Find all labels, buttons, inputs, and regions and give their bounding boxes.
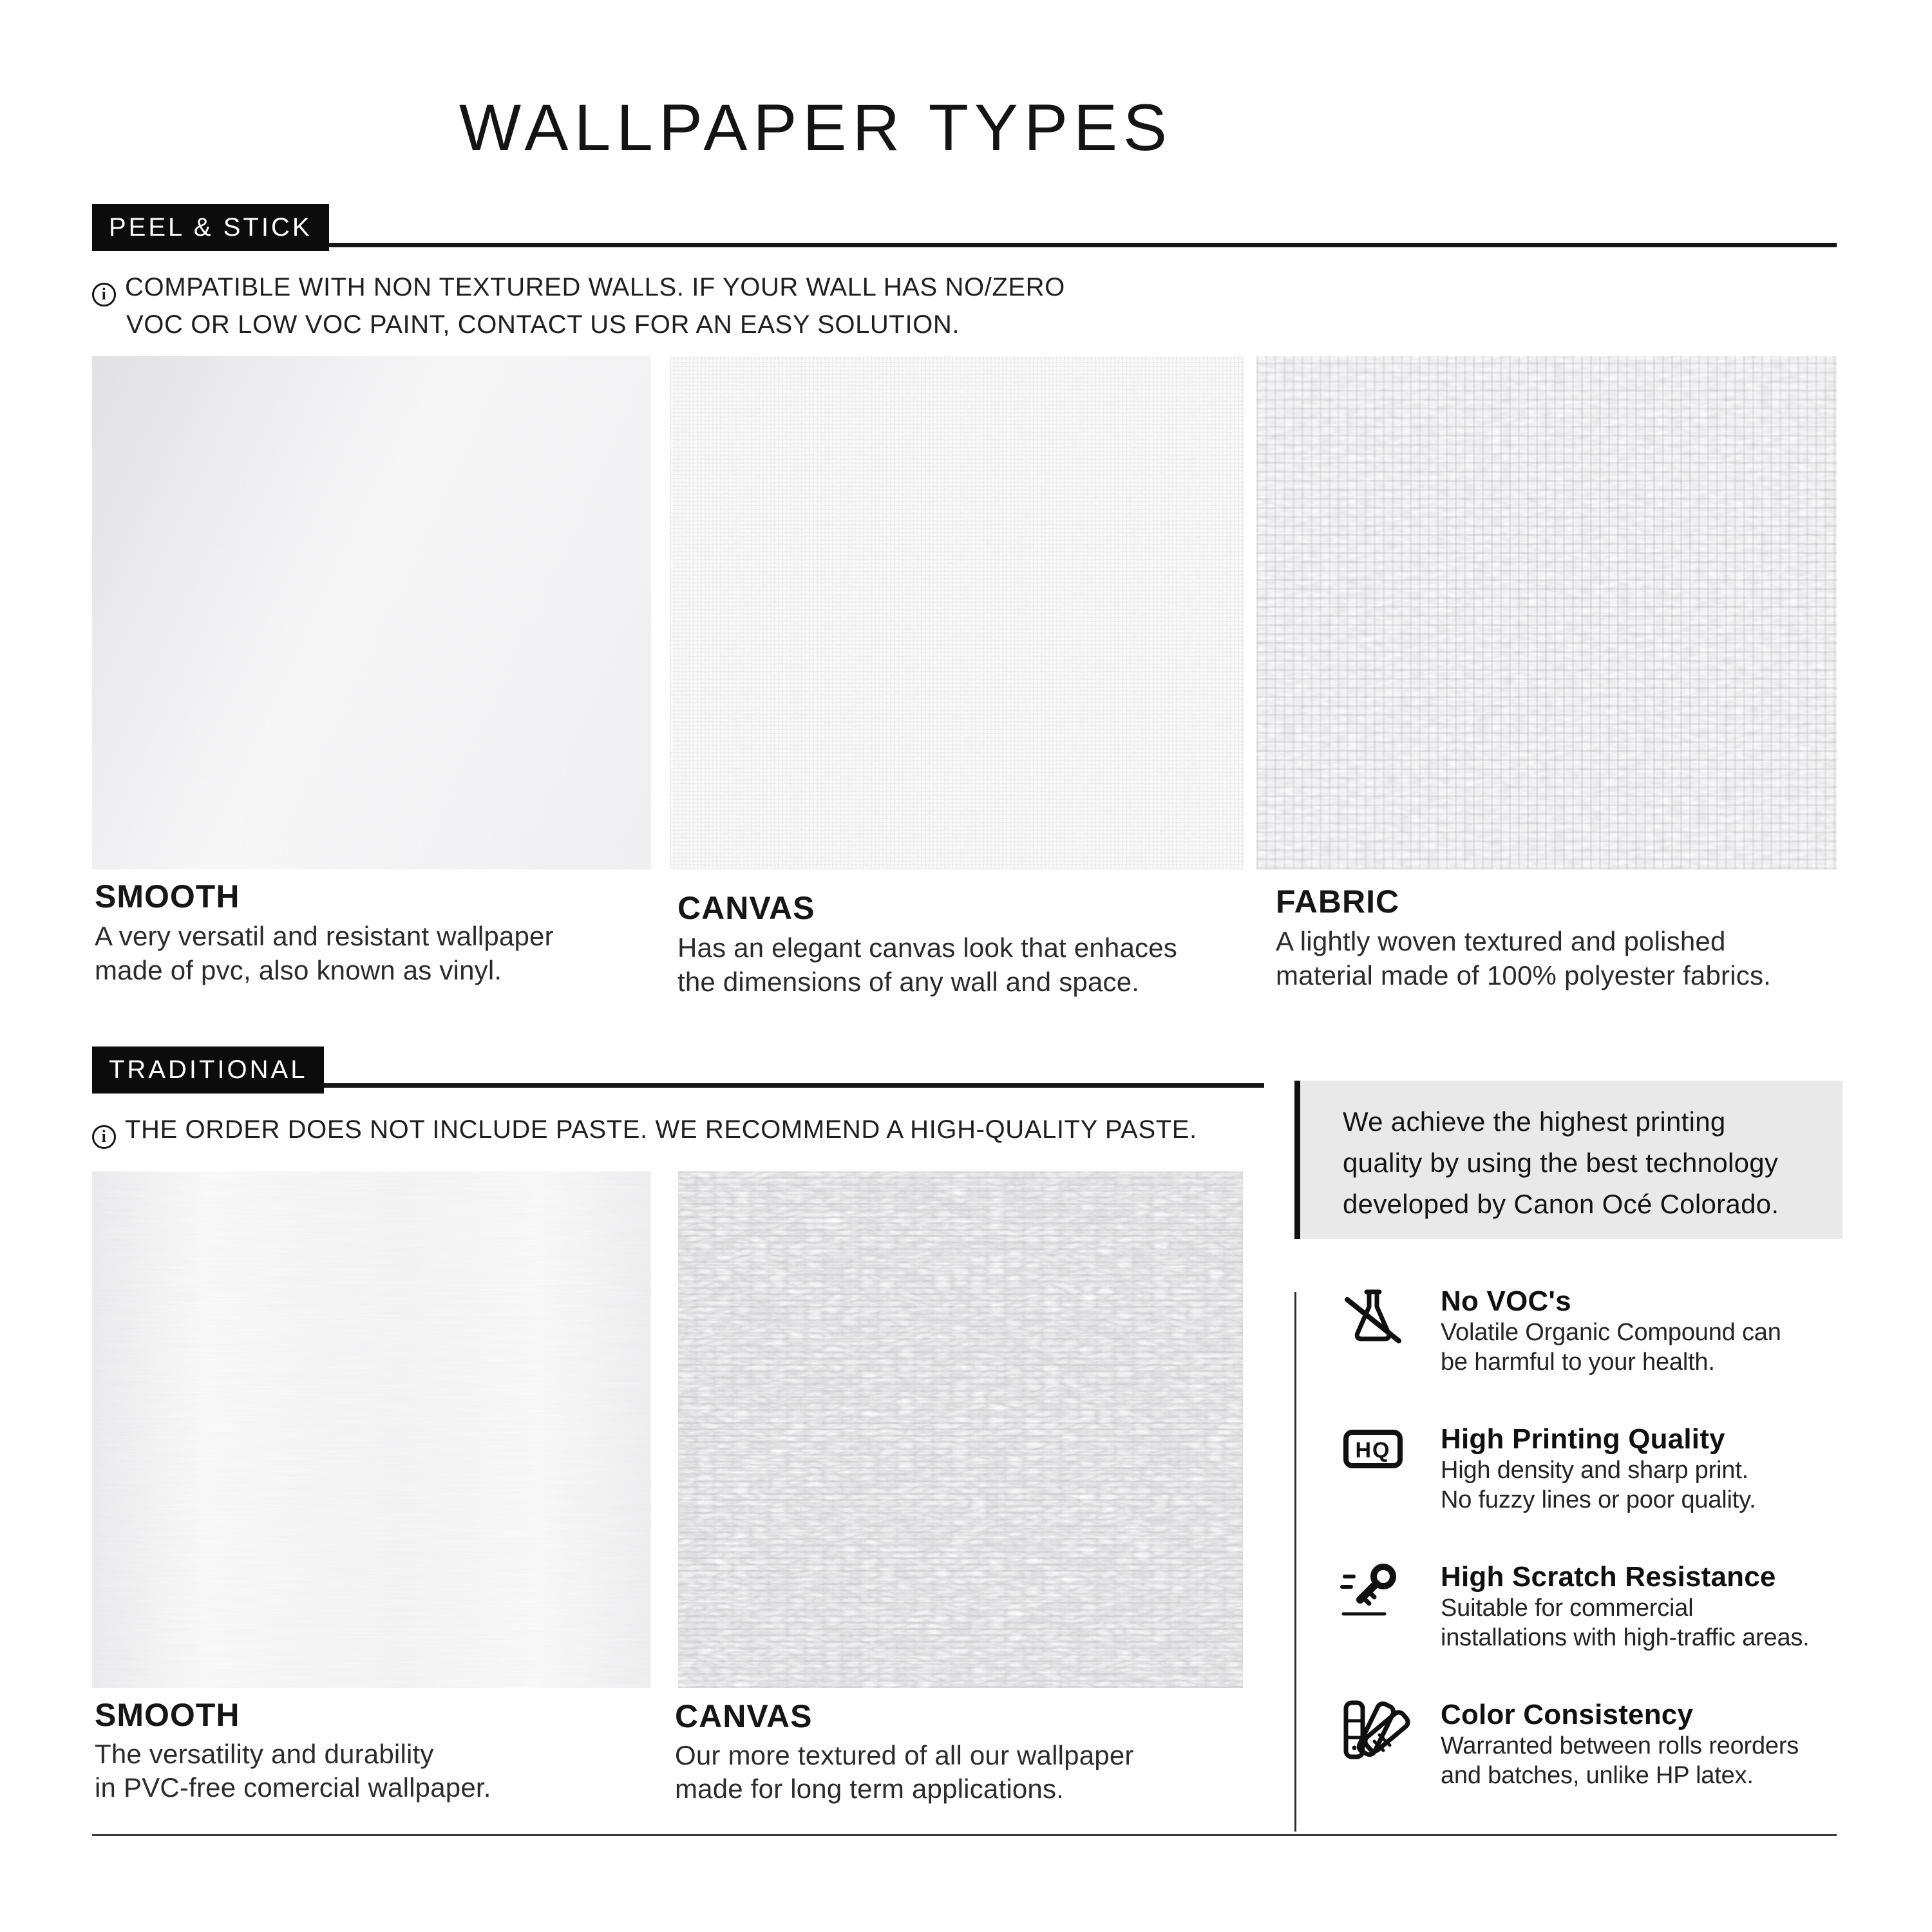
canvas-traditional-texture-swatch xyxy=(678,1171,1243,1688)
feature-desc: Suitable for commercial xyxy=(1441,1595,1694,1622)
feature-title: No VOC's xyxy=(1441,1285,1571,1317)
swatch-desc: made for long term applications. xyxy=(675,1774,1065,1804)
swatch-name: CANVAS xyxy=(675,1698,813,1734)
features-divider xyxy=(1294,1292,1296,1832)
swatch-name: FABRIC xyxy=(1276,884,1400,920)
quality-box-accent-bar xyxy=(1294,1081,1300,1239)
fabric-texture-weave xyxy=(1256,356,1837,869)
canvas-texture-weave xyxy=(670,356,1244,869)
swatch-desc: Has an elegant canvas look that enhaces xyxy=(677,933,1177,963)
smooth-texture-swatch xyxy=(92,356,651,869)
quality-box-line3: developed by Canon Océ Colorado. xyxy=(1343,1189,1779,1219)
hq-icon xyxy=(1341,1417,1405,1481)
swatch-name: SMOOTH xyxy=(95,878,240,914)
swatch-desc: A very versatil and resistant wallpaper xyxy=(95,921,554,951)
feature-desc: be harmful to your health. xyxy=(1441,1349,1715,1376)
info-icon: i xyxy=(92,283,116,307)
smooth-texture-shading xyxy=(92,356,651,869)
feature-desc: Warranted between rolls reorders xyxy=(1441,1732,1799,1759)
feature-desc: High density and sharp print. xyxy=(1441,1457,1748,1484)
feature-desc: Volatile Organic Compound can xyxy=(1441,1319,1781,1346)
quality-box-line1: We achieve the highest printing xyxy=(1343,1106,1726,1137)
feature-desc: installations with high-traffic areas. xyxy=(1441,1624,1810,1651)
feature-desc: No fuzzy lines or poor quality. xyxy=(1441,1486,1756,1513)
feature-title: Color Consistency xyxy=(1441,1699,1694,1730)
traditional-badge: TRADITIONAL xyxy=(92,1046,324,1094)
swatch-name: SMOOTH xyxy=(95,1697,240,1733)
canvas-traditional-weave xyxy=(678,1171,1243,1688)
smooth-traditional-texture-swatch xyxy=(92,1171,651,1688)
feature-desc: and batches, unlike HP latex. xyxy=(1441,1762,1754,1789)
svg-text:HQ: HQ xyxy=(1355,1438,1391,1463)
swatch-desc: the dimensions of any wall and space. xyxy=(677,967,1140,997)
canvas-texture-swatch xyxy=(670,356,1244,869)
page-title: WALLPAPER TYPES xyxy=(459,91,1173,164)
swatch-desc: A lightly woven textured and polished xyxy=(1276,926,1726,956)
peel-stick-note-line2: VOC OR LOW VOC PAINT, CONTACT US FOR AN EASY SOLUTION. xyxy=(126,310,960,339)
swatch-desc: The versatility and durability xyxy=(95,1739,434,1769)
no-voc-icon xyxy=(1341,1284,1405,1349)
feature-title: High Scratch Resistance xyxy=(1441,1561,1776,1593)
swatch-desc: made of pvc, also known as vinyl. xyxy=(95,955,502,985)
swatch-desc: in PVC-free comercial wallpaper. xyxy=(95,1772,491,1803)
traditional-note: i THE ORDER DOES NOT INCLUDE PASTE. WE RECOMMEND A HIGH-QUALITY PASTE. xyxy=(92,1115,1197,1149)
peel-stick-rule xyxy=(92,243,1837,247)
quality-box-line2: quality by using the best technology xyxy=(1343,1148,1779,1178)
peel-stick-badge: PEEL & STICK xyxy=(92,204,329,251)
swatch-desc: material made of 100% polyester fabrics. xyxy=(1276,960,1772,990)
fabric-texture-swatch xyxy=(1256,356,1837,869)
key-icon xyxy=(1341,1557,1405,1622)
info-icon: i xyxy=(92,1125,116,1149)
swatch-desc: Our more textured of all our wallpaper xyxy=(675,1740,1134,1770)
swatch-name: CANVAS xyxy=(677,890,815,926)
bottom-rule xyxy=(92,1834,1837,1836)
peel-stick-note-line1: i COMPATIBLE WITH NON TEXTURED WALLS. IF YOUR WALL HAS NO/ZERO xyxy=(92,273,1065,307)
smooth-traditional-shading xyxy=(92,1171,651,1688)
feature-title: High Printing Quality xyxy=(1441,1423,1725,1455)
color-swatches-icon xyxy=(1341,1698,1405,1762)
